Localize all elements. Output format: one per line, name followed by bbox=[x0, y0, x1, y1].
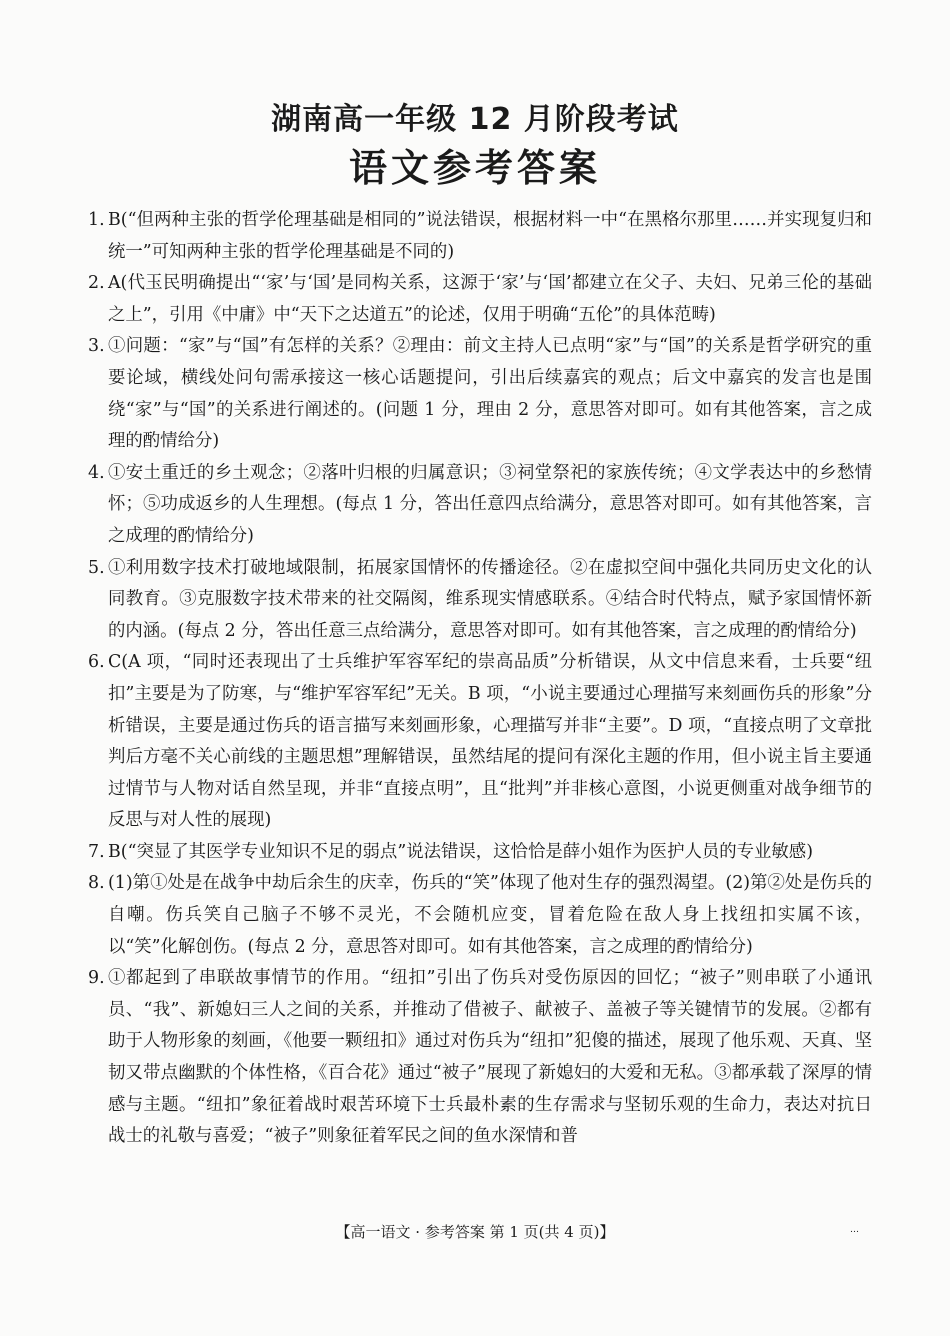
page-footer: 【高一语文 · 参考答案 第 1 页(共 4 页)】 bbox=[335, 1223, 615, 1241]
answer-number: 1. bbox=[88, 210, 105, 230]
answer-text: ①利用数字技术打破地域限制，拓展家国情怀的传播途径。②在虚拟空间中强化共同历史文化的认同教育。③克服数字技术带来的社交隔阂，维系现实情感联系。④结合时代特点，赋予家国情怀新的内涵。(每点 2 分，答出任意三点给满分，意思答对即可。如有其他答案，言之成理的酌情给分) bbox=[108, 557, 872, 641]
answer-number: 9. bbox=[88, 968, 105, 989]
answer-item bbox=[88, 331, 872, 457]
answer-number: 8. bbox=[88, 873, 105, 894]
answer-key-title: 语文参考答案 bbox=[348, 146, 601, 190]
answer-number: 5. bbox=[88, 557, 105, 578]
answer-item bbox=[88, 868, 872, 963]
answer-number: 6. bbox=[88, 652, 105, 673]
answer-text: (1)第①处是在战争中劫后余生的庆幸，伤兵的“笑”体现了他对生存的强烈渴望。(2)第②处是伤兵的自嘲。伤兵笑自己脑子不够不灵光，不会随机应变，冒着危险在敌人身上找纽扣实属不该，以“笑”化解创伤。(每点 2 分，意思答对即可。如有其他答案，言之成理的酌情给分) bbox=[108, 873, 872, 957]
answer-number: 2. bbox=[88, 273, 105, 294]
answer-text: B(“突显了其医学专业知识不足的弱点”说法错误，这恰恰是薛小姐作为医护人员的专业敏感) bbox=[108, 841, 813, 862]
answer-item bbox=[88, 458, 872, 553]
answer-item bbox=[88, 553, 872, 648]
answer-number: 7. bbox=[88, 841, 105, 862]
answer-number: 3. bbox=[88, 336, 105, 357]
answer-item bbox=[88, 963, 872, 1153]
answer-list bbox=[88, 205, 872, 1153]
answer-text: A(代玉民明确提出“‘家’与‘国’是同构关系，这源于‘家’与‘国’都建立在父子、夫妇、兄弟三伦的基础之上”，引用《中庸》中“天下之达道五”的论述，仅用于明确“五伦”的具体范畴) bbox=[108, 273, 872, 325]
answer-item bbox=[88, 205, 872, 268]
answer-item bbox=[88, 268, 872, 331]
answer-item bbox=[88, 837, 872, 869]
answer-text: B(“但两种主张的哲学伦理基础是相同的”说法错误，根据材料一中“在黑格尔那里……并实现复归和统一”可知两种主张的哲学伦理基础是不同的) bbox=[108, 210, 872, 262]
footer-mark: … bbox=[850, 1225, 859, 1235]
exam-title: 湖南高一年级 12 月阶段考试 bbox=[271, 102, 679, 137]
answer-text: C(A 项，“同时还表现出了士兵维护军容军纪的崇高品质”分析错误，从文中信息来看，士兵要“纽扣”主要是为了防寒，与“维护军容军纪”无关。B 项，“小说主要通过心理描写来刻画伤兵的形象”分析错误，主要是通过伤兵的语言描写来刻画形象，心理描写并非“主要”。D 项，“直接点明了文章批判后方毫不关心前线的主题思想”理解错误，虽然结尾的提问有深化主题的作用，但小说主旨主要通过情节与人物对话自然呈现，并非“直接点明”，且“批判”并非核心意图，小说更侧重对战争细节的反思与对人性的展现) bbox=[108, 652, 872, 831]
answer-number: 4. bbox=[88, 462, 105, 483]
answer-text: ①都起到了串联故事情节的作用。“纽扣”引出了伤兵对受伤原因的回忆；“被子”则串联了小通讯员、“我”、新媳妇三人之间的关系，并推动了借被子、献被子、盖被子等关键情节的发展。②都有助于人物形象的刻画，《他要一颗纽扣》通过对伤兵为“纽扣”犯傻的描述，展现了他乐观、天真、坚韧又带点幽默的个体性格，《百合花》通过“被子”展现了新媳妇的大爱和无私。③都承载了深厚的情感与主题。“纽扣”象征着战时艰苦环境下士兵最朴素的生存需求与坚韧乐观的生命力，表达对抗日战士的礼敬与喜爱；“被子”则象征着军民之间的鱼水深情和普 bbox=[108, 968, 872, 1147]
answer-text: ①安土重迁的乡土观念；②落叶归根的归属意识；③祠堂祭祀的家族传统；④文学表达中的乡愁情怀；⑤功成返乡的人生理想。(每点 1 分，答出任意四点给满分，意思答对即可。如有其他答案，言之成理的酌情给分) bbox=[108, 462, 872, 546]
answer-text: ①问题：“家”与“国”有怎样的关系？②理由：前文主持人已点明“家”与“国”的关系是哲学研究的重要论域，横线处问句需承接这一核心话题提问，引出后续嘉宾的观点；后文中嘉宾的发言也是围绕“家”与“国”的关系进行阐述的。(问题 1 分，理由 2 分，意思答对即可。如有其他答案，言之成理的酌情给分) bbox=[108, 336, 872, 452]
answer-item bbox=[88, 647, 872, 837]
